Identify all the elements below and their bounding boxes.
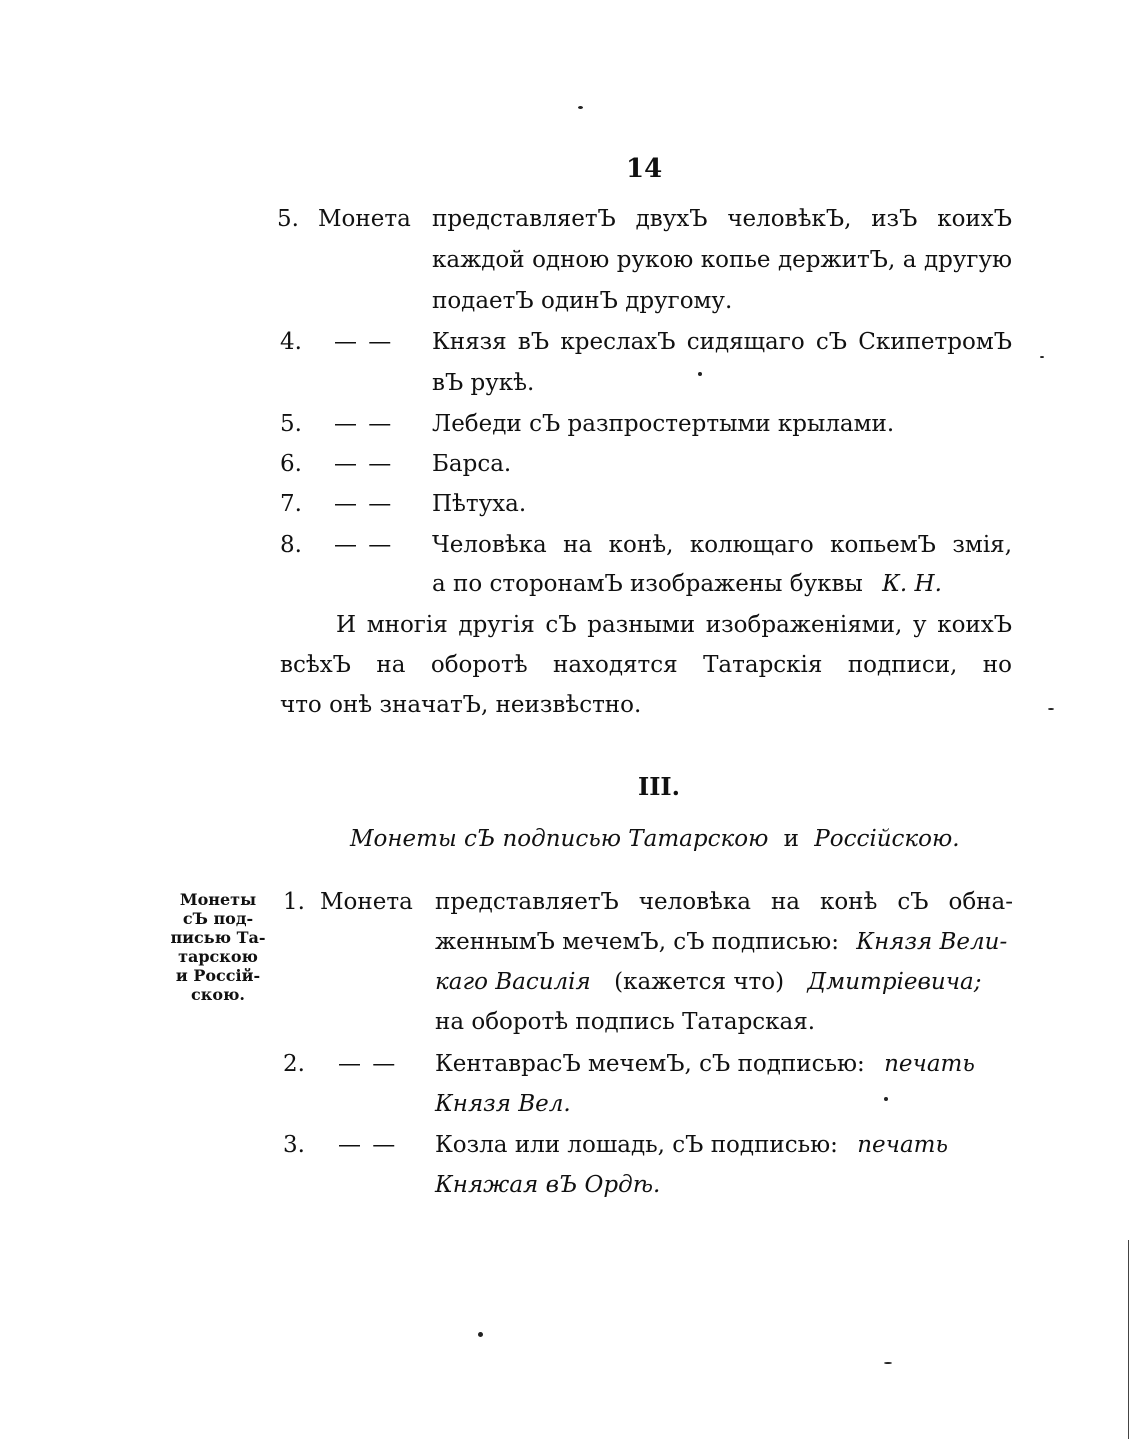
item-text-line (435, 1049, 1013, 1079)
item-text-line: Лебеди сЪ разпростертыми крылами. (432, 411, 895, 437)
item-number: 5. (277, 206, 299, 232)
paragraph-line: что онѣ значатЪ, неизвѣстно. (280, 692, 642, 718)
ditto-dash: — — (334, 411, 394, 437)
paragraph-line: И многія другія сЪ разными изображеніями, у коихЪ (336, 612, 1012, 638)
scan-speck (884, 1362, 892, 1364)
ditto-dash: — — (338, 1132, 398, 1158)
item-italic: Дмитріевича; (807, 969, 982, 995)
ditto-dash: — — (334, 451, 394, 477)
item-italic: каго Василія (435, 969, 591, 995)
section-title (350, 826, 960, 852)
ditto-dash: — — (334, 491, 394, 517)
item-text-line: вЪ рукѣ. (432, 370, 535, 396)
item-text-line (435, 967, 1013, 997)
scan-speck (478, 1332, 483, 1337)
item-text: Козла или лошадь, сЪ подписью: (435, 1132, 838, 1158)
item-number: 4. (280, 329, 302, 355)
scan-speck (698, 372, 702, 376)
item-number: 8. (280, 532, 302, 558)
item-text: а по сторонамЪ изображены буквы (432, 571, 863, 597)
item-text-line (435, 927, 1013, 957)
item-text-line: подаетЪ одинЪ другому. (432, 288, 733, 314)
margin-note-line: и Россій- (175, 966, 261, 985)
item-number: 2. (283, 1051, 305, 1077)
margin-note-line: Монеты (179, 890, 257, 909)
section-title-part: Монеты сЪ подписью Татарскою (350, 826, 769, 852)
section-number: III. (637, 772, 681, 801)
item-lead: Монета (318, 206, 411, 232)
item-italic: Князя Вели- (856, 929, 1008, 955)
item-number: 1. (283, 889, 305, 915)
scan-speck (884, 1097, 888, 1101)
item-text: женнымЪ мечемЪ, сЪ подписью: (435, 929, 839, 955)
item-number: 7. (280, 491, 302, 517)
item-text-line: Князя вЪ креслахЪ сидящаго сЪ СкипетромЪ (432, 329, 1012, 355)
item-text: КентавраcЪ мечемЪ, сЪ подписью: (435, 1051, 865, 1077)
scan-edge (1128, 1240, 1129, 1439)
margin-note-line: скою. (191, 985, 245, 1004)
item-italic: Княжая вЪ Ордѣ. (435, 1172, 661, 1198)
item-text-line: представляетЪ человѣка на конѣ сЪ обна- (435, 889, 1013, 915)
ditto-dash: — — (334, 532, 394, 558)
item-text-line: Пѣтуха. (432, 491, 527, 517)
section-title-part: Россійскою. (814, 826, 960, 852)
item-text-line: каждой одною рукою копье держитЪ, а другую (432, 247, 1012, 273)
margin-note-line: писью Та- (170, 928, 266, 947)
item-letters: К. Н. (882, 571, 942, 597)
margin-note-line: сЪ под- (182, 909, 254, 928)
margin-note (164, 890, 272, 1004)
item-lead: Монета (320, 889, 413, 915)
item-number: 3. (283, 1132, 305, 1158)
item-text-line: Человѣка на конѣ, колющаго копьемЪ змія, (432, 532, 1012, 558)
item-text-line (435, 1130, 1013, 1160)
section-title-and: и (783, 826, 799, 852)
scan-speck (1048, 708, 1054, 710)
page-number: 14 (626, 154, 663, 184)
paragraph-line: всѣхЪ на оборотѣ находятся Татарскія подписи, но (280, 652, 1012, 678)
item-text-line: Барса. (432, 451, 512, 477)
scan-speck (1040, 356, 1044, 358)
scan-speck (578, 106, 583, 109)
item-italic: печать (884, 1051, 975, 1077)
item-text-line (432, 569, 992, 599)
item-text: (кажется что) (614, 969, 785, 995)
margin-note-line: тарскою (178, 947, 258, 966)
item-number: 6. (280, 451, 302, 477)
item-italic: печать (857, 1132, 948, 1158)
item-text-line: представляетЪ двухЪ человѣкЪ, изЪ коихЪ (432, 206, 1012, 232)
item-italic: Князя Вел. (435, 1091, 571, 1117)
ditto-dash: — — (334, 329, 394, 355)
item-number: 5. (280, 411, 302, 437)
ditto-dash: — — (338, 1051, 398, 1077)
item-text-line: на оборотѣ подпись Татарская. (435, 1009, 816, 1035)
